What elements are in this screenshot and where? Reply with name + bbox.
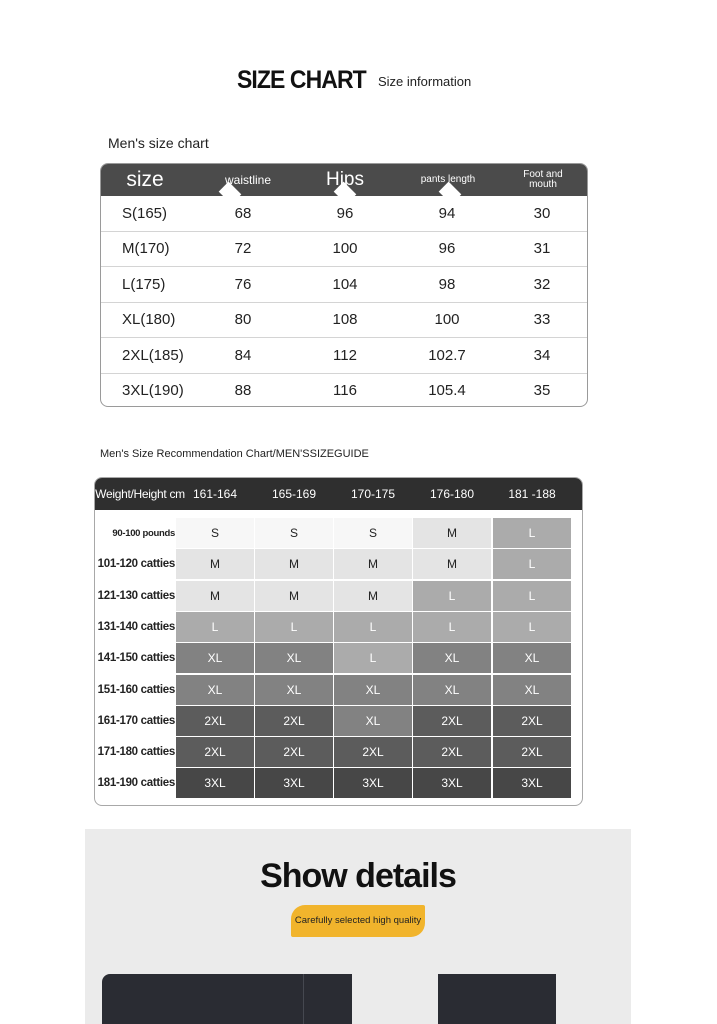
header-pants-length: pants length bbox=[420, 173, 476, 185]
size-row bbox=[101, 196, 587, 231]
size-recommendation-cell: XL bbox=[413, 675, 491, 705]
hips-cell: 116 bbox=[333, 382, 357, 399]
waistline-cell: 88 bbox=[234, 382, 252, 399]
size-recommendation-cell: XL bbox=[334, 706, 412, 736]
header-waistline: waistline bbox=[224, 172, 272, 187]
weight-row-label: 121-130 catties bbox=[97, 589, 175, 602]
hips-cell: 112 bbox=[333, 346, 357, 364]
size-row bbox=[101, 373, 587, 408]
pants-length-cell: 94 bbox=[438, 204, 456, 222]
size-recommendation-cell: 3XL bbox=[413, 768, 491, 798]
pocket-seam bbox=[303, 974, 318, 1024]
pants-length-cell: 102.7 bbox=[428, 346, 466, 364]
waistline-cell: 84 bbox=[234, 346, 252, 364]
size-recommendation-cell: L bbox=[413, 612, 491, 642]
size-chart-header-row bbox=[101, 164, 587, 196]
size-recommendation-cell: 2XL bbox=[255, 737, 333, 767]
hips-cell: 100 bbox=[332, 240, 358, 257]
size-recommendation-cell: 2XL bbox=[413, 737, 491, 767]
page-title: SIZE CHART bbox=[237, 66, 366, 94]
size-recommendation-cell: M bbox=[255, 549, 333, 579]
size-recommendation-cell: M bbox=[176, 549, 254, 579]
size-recommendation-cell: L bbox=[413, 581, 491, 611]
size-recommendation-table bbox=[94, 477, 583, 806]
weight-row-label: 171-180 catties bbox=[97, 746, 175, 759]
size-cell: 3XL(190) bbox=[122, 382, 184, 399]
size-recommendation-cell: L bbox=[334, 612, 412, 642]
size-recommendation-cell: 2XL bbox=[413, 706, 491, 736]
size-recommendation-cell: 2XL bbox=[493, 737, 571, 767]
size-recommendation-cell: M bbox=[413, 549, 491, 579]
size-recommendation-cell: XL bbox=[255, 643, 333, 673]
weight-row-label: 161-170 catties bbox=[97, 714, 175, 727]
size-cell: M(170) bbox=[122, 240, 170, 257]
size-recommendation-cell: L bbox=[493, 549, 571, 579]
recommendation-caption: Men's Size Recommendation Chart/MEN'SSIZEGUIDE bbox=[100, 448, 369, 460]
header-foot-and-mouth: Foot and mouth bbox=[523, 168, 563, 190]
size-recommendation-cell: 2XL bbox=[176, 737, 254, 767]
foot-mouth-cell: 35 bbox=[533, 382, 551, 399]
size-recommendation-cell: L bbox=[493, 518, 571, 548]
size-recommendation-cell: S bbox=[334, 518, 412, 548]
size-recommendation-cell: M bbox=[334, 549, 412, 579]
size-recommendation-cell: 3XL bbox=[493, 768, 571, 798]
size-recommendation-cell: M bbox=[176, 581, 254, 611]
page-subtitle: Size information bbox=[378, 74, 472, 89]
weight-row-label: 101-120 catties bbox=[97, 558, 175, 571]
product-photo-right bbox=[438, 974, 556, 1024]
foot-mouth-cell: 34 bbox=[533, 346, 551, 364]
pants-length-cell: 100 bbox=[434, 311, 460, 328]
recommendation-header-row bbox=[95, 478, 582, 510]
hips-cell: 96 bbox=[336, 204, 354, 222]
size-recommendation-cell: XL bbox=[255, 675, 333, 705]
foot-mouth-cell: 33 bbox=[533, 311, 551, 328]
header-hips: Hips bbox=[325, 169, 364, 191]
size-row bbox=[101, 302, 587, 338]
size-recommendation-cell: 3XL bbox=[176, 768, 254, 798]
size-recommendation-cell: L bbox=[493, 612, 571, 642]
size-recommendation-cell: 2XL bbox=[334, 737, 412, 767]
weight-row-label: 181-190 catties bbox=[97, 777, 175, 790]
size-recommendation-cell: L bbox=[334, 643, 412, 673]
foot-mouth-cell: 32 bbox=[533, 275, 551, 293]
weight-height-corner: Weight/Height cm bbox=[95, 487, 185, 501]
size-row bbox=[101, 337, 587, 373]
height-header: 170-175 bbox=[350, 487, 396, 501]
size-row bbox=[101, 266, 587, 302]
size-recommendation-cell: XL bbox=[334, 675, 412, 705]
height-header: 181 -188 bbox=[508, 487, 556, 501]
height-header: 161-164 bbox=[192, 487, 238, 501]
weight-row-label: 90-100 pounds bbox=[112, 527, 175, 539]
size-recommendation-cell: L bbox=[176, 612, 254, 642]
weight-row-label: 131-140 catties bbox=[97, 620, 175, 633]
size-cell: L(175) bbox=[122, 275, 166, 293]
size-recommendation-cell: 2XL bbox=[176, 706, 254, 736]
size-cell: S(165) bbox=[122, 204, 168, 222]
size-chart-table bbox=[100, 163, 588, 407]
header-size: size bbox=[126, 167, 164, 191]
pants-length-cell: 105.4 bbox=[428, 382, 466, 399]
size-recommendation-cell: M bbox=[413, 518, 491, 548]
size-recommendation-cell: XL bbox=[413, 643, 491, 673]
size-recommendation-cell: S bbox=[176, 518, 254, 548]
size-recommendation-cell: M bbox=[334, 581, 412, 611]
size-row bbox=[101, 231, 587, 267]
size-recommendation-cell: 3XL bbox=[334, 768, 412, 798]
size-recommendation-cell: S bbox=[255, 518, 333, 548]
weight-row-label: 141-150 catties bbox=[97, 652, 175, 665]
quality-badge: Carefully selected high quality bbox=[291, 905, 425, 937]
waistline-cell: 80 bbox=[234, 311, 252, 328]
size-recommendation-cell: L bbox=[493, 581, 571, 611]
waistline-cell: 72 bbox=[234, 240, 252, 257]
size-cell: XL(180) bbox=[122, 311, 176, 328]
waistline-cell: 76 bbox=[234, 275, 252, 293]
size-recommendation-cell: XL bbox=[176, 643, 254, 673]
weight-row-label: 151-160 catties bbox=[97, 683, 175, 696]
waistline-cell: 68 bbox=[234, 204, 252, 222]
height-header: 176-180 bbox=[429, 487, 475, 501]
size-recommendation-cell: 2XL bbox=[255, 706, 333, 736]
size-chart-header bbox=[0, 64, 717, 100]
size-recommendation-cell: 2XL bbox=[493, 706, 571, 736]
size-recommendation-cell: XL bbox=[493, 675, 571, 705]
size-chart-caption: Men's size chart bbox=[108, 135, 209, 151]
show-details-section bbox=[85, 829, 631, 1024]
size-recommendation-cell: XL bbox=[493, 643, 571, 673]
size-recommendation-cell: L bbox=[255, 612, 333, 642]
pants-length-cell: 96 bbox=[438, 240, 456, 257]
size-recommendation-cell: M bbox=[255, 581, 333, 611]
size-cell: 2XL(185) bbox=[122, 346, 184, 364]
hips-cell: 108 bbox=[332, 311, 358, 328]
show-details-title: Show details bbox=[260, 857, 456, 895]
hips-cell: 104 bbox=[332, 275, 358, 293]
size-chart-body bbox=[101, 196, 587, 407]
size-recommendation-cell: 3XL bbox=[255, 768, 333, 798]
foot-mouth-cell: 31 bbox=[533, 240, 551, 257]
size-recommendation-cell: XL bbox=[176, 675, 254, 705]
pants-length-cell: 98 bbox=[438, 275, 456, 293]
height-header: 165-169 bbox=[271, 487, 317, 501]
foot-mouth-cell: 30 bbox=[533, 204, 551, 222]
